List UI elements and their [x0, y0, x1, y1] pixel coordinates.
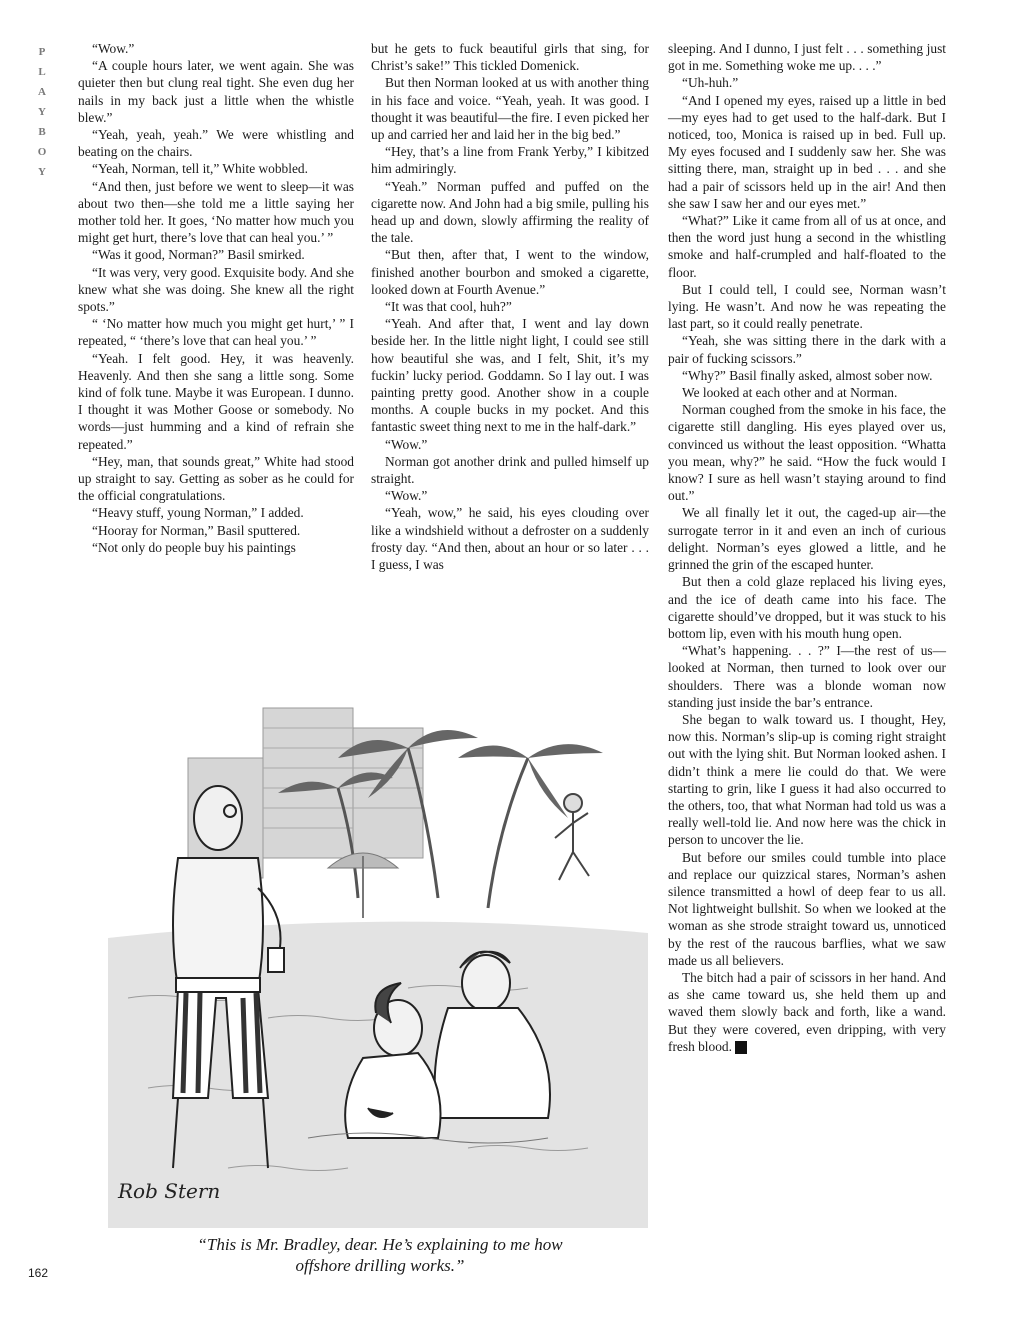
paragraph: “Why?” Basil finally asked, almost sober now. — [682, 367, 933, 383]
paragraph: “Hooray for Norman,” Basil sputtered. — [92, 522, 301, 538]
paragraph: “And I opened my eyes, raised up a little in bed—my eyes had to get used to the half-dark. But I noticed, too, Monica is raised up in bed. Full up. My eyes focused and I suddenly saw her. She was sitting there, man, straight up in bed . . . and she had a pair of scissors held up in the air! And then she saw I saw her and our eyes met.” — [668, 92, 946, 211]
paragraph: She began to walk toward us. I thought, Hey, now this. Norman’s slip-up is coming right straight out with the lying shit. But Norman looked ashen. I didn’t think a mere lie could do that. We were starting to grin, like I guess it had also occurred to the others, too, that what Norman had told us was a really well-told lie. And now here was the chick in person to uncover the lie. — [668, 711, 946, 848]
paragraph: “Was it good, Norman?” Basil smirked. — [92, 247, 305, 263]
paragraph: “Yeah. And after that, I went and lay down beside her. In the little night light, I could see still how beautiful she was, and I felt, Shit, it’s my fuckin’ lucky period. Goddamn. So I lay out. I was painting pretty good. Another show in a couple months. A couple bucks in my pocket. And this fantastic sweet thing next to me in the half-dark.” — [371, 316, 649, 435]
cartoon-drawing — [108, 668, 648, 1228]
end-of-story-mark: B — [735, 1041, 747, 1054]
paragraph: “Yeah, Norman, tell it,” White wobbled. — [92, 161, 308, 177]
paragraph: But then Norman looked at us with another thing in his face and voice. “Yeah, yeah. It was good. I thought it was beautiful—the fire. I even picked her up and carried her and laid her in the big bed.” — [371, 75, 649, 143]
text-column-3 — [668, 40, 946, 1055]
paragraph: but he gets to fuck beautiful girls that sing, for Christ’s sake!” This tickled Domenick. — [371, 41, 649, 74]
masthead-letter: L — [38, 66, 46, 78]
paragraph: “Hey, man, that sounds great,” White had stood up straight to say. Getting as sober as he could for the official congratulations. — [78, 453, 354, 504]
paragraph: “Wow.” — [385, 488, 428, 504]
caption-line-1: “This is Mr. Bradley, dear. He’s explaining to me how — [197, 1235, 563, 1254]
cartoon-caption — [120, 1234, 640, 1276]
masthead-letter: Y — [38, 166, 46, 178]
text-column-1 — [78, 40, 354, 556]
page-number: 162 — [28, 1266, 49, 1280]
paragraph: Norman got another drink and pulled himself up straight. — [371, 453, 649, 487]
paragraph: “Yeah. I felt good. Hey, it was heavenly. Heavenly. And then she sang a little song. Some kind of folk tune. Maybe it was European. I dunno. I thought it was Mother Goose or somebody. No words—just humming and a kind of refrain she repeated.” — [78, 350, 354, 452]
paragraph: But then a cold glaze replaced his living eyes, and the ice of death came into his face. The cigarette should’ve dropped, but it was stuck to his bottom lip, even with his mouth hung open. — [668, 574, 946, 641]
masthead-letter: P — [38, 46, 46, 58]
paragraph: “ ‘No matter how much you might get hurt,’ ” I repeated, “ ‘there’s love that can heal you.’ ” — [78, 316, 354, 349]
magazine-masthead-vertical — [34, 42, 50, 182]
paragraph: “Not only do people buy his paintings — [92, 539, 296, 555]
paragraph: “What?” Like it came from all of us at once, and then the word just hung a second in the whistling smoke and half-crumpled and half-floated to the floor. — [668, 213, 946, 280]
paragraph: “It was very, very good. Exquisite body. And she knew what she was doing. She knew all the right spots.” — [78, 264, 354, 315]
paragraph: The bitch had a pair of scissors in her hand. And as she came toward us, she held them up and waved them slowly back and forth, like a wand. But they were covered, even dripping, with very fresh blood. B — [668, 969, 946, 1054]
paragraph: “Wow.” — [385, 436, 428, 452]
paragraph: We all finally let it out, the caged-up air—the surrogate terror in it and even an inch of curious delight. Norman’s eyes glowed a little, and he grinned the grin of the escaped hunter. — [668, 505, 946, 573]
masthead-letter: Y — [38, 106, 46, 118]
cartoon-illustration — [108, 668, 648, 1228]
paragraph: “Yeah, wow,” he said, his eyes clouding over like a windshield without a defroster on a suddenly frosty day. “And then, about an hour or so later . . . I guess, I was — [371, 505, 649, 573]
paragraph: “Yeah, yeah, yeah.” We were whistling and beating on the chairs. — [78, 127, 354, 160]
paragraph: “Heavy stuff, young Norman,” I added. — [92, 505, 304, 521]
masthead-letter: O — [37, 146, 47, 158]
masthead-letter: B — [38, 126, 46, 138]
paragraph: “Wow.” — [92, 41, 135, 56]
paragraph: “What’s happening. . . ?” I—the rest of us—looked at Norman, then turned to look over our shoulders. There was a blonde woman now standing just inside the bar’s entrance. — [668, 643, 946, 710]
paragraph: sleeping. And I dunno, I just felt . . . something just got in me. Something woke me up. . . .” — [668, 41, 946, 74]
text-column-2 — [371, 40, 649, 573]
paragraph: But before our smiles could tumble into place and replace our quizzical stares, Norman’s ashen silence transmitted a howl of deep fear to us all. Not lightweight bullshit. So when we looked at the woman as she strode straight toward us, unnoticed by the rest of the raucous barflies, what we saw made us all believers. — [668, 849, 946, 968]
paragraph: “It was that cool, huh?” — [385, 299, 512, 315]
paragraph: “Hey, that’s a line from Frank Yerby,” I kibitzed him admiringly. — [371, 144, 649, 177]
paragraph: “And then, just before we went to sleep—it was about two then—she told me a little saying her mother told her. It goes, ‘No matter how much you might get hurt, there’s love that can heal you.’ ” — [78, 178, 354, 246]
paragraph: We looked at each other and at Norman. — [682, 385, 898, 401]
masthead-letter: A — [38, 86, 46, 98]
paragraph: “But then, after that, I went to the window, finished another bourbon and smoked a cigarette, looked down at Fourth Avenue.” — [371, 247, 649, 297]
caption-line-2: offshore drilling works.” — [295, 1256, 465, 1275]
paragraph: “A couple hours later, we went again. She was quieter then but clung real tight. She even dug her nails in my back just a little when the whistle blew.” — [78, 58, 354, 125]
paragraph: Norman coughed from the smoke in his face, the cigarette still dangling. His eyes played over us, convinced us without the least opposition. “Whatta you mean, why?” he said. “How the fuck would I know? I sure as hell wasn’t staying around to find out.” — [668, 402, 946, 504]
paragraph: “Yeah.” Norman puffed and puffed on the cigarette now. And John had a big smile, pulling his head up and down, slowly affirming the reality of the tale. — [371, 178, 649, 246]
paragraph: “Yeah, she was sitting there in the dark with a pair of fucking scissors.” — [668, 333, 946, 366]
paragraph: “Uh-huh.” — [682, 75, 739, 91]
paragraph: But I could tell, I could see, Norman wasn’t lying. He wasn’t. And now he was repeating the last part, so it could really penetrate. — [668, 281, 946, 332]
cartoonist-signature: Rob Stern — [118, 1179, 221, 1203]
